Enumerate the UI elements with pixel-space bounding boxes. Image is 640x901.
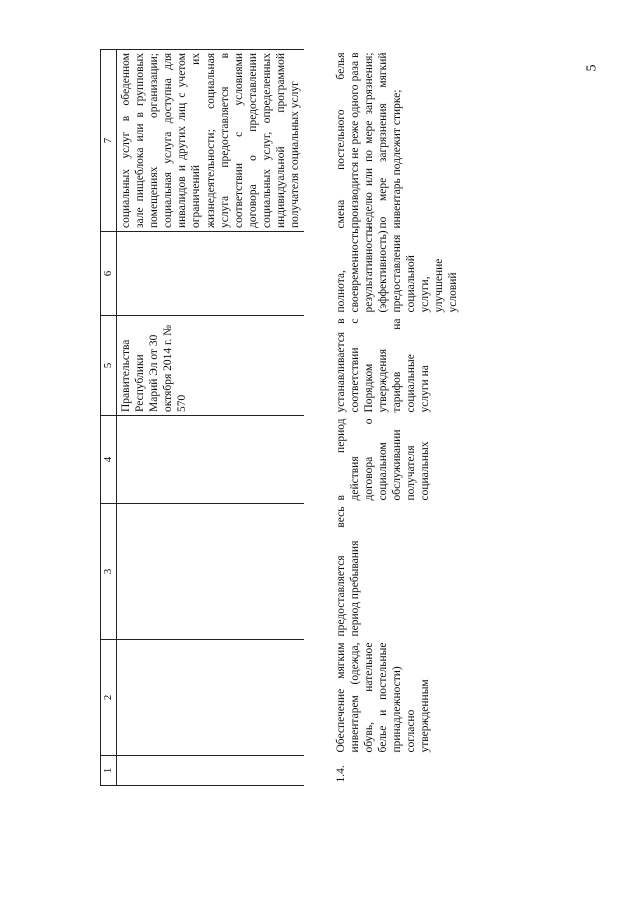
table-row-1-4: [332, 50, 462, 786]
cont-conditions-cell: социальных услуг в обеденном зале пищеблока или в групповых помещениях организации; социальная услуга доступна для инвалидов и других лиц с учетом ограничений их жизнедеятельности; социальная услуга предоставляется в соответствии с условиями договора о предоставлении социальных услуг, определенных индивидуальной программой получателя социальных услуг: [117, 50, 304, 232]
conditions-cell: смена постельного белья производится не реже одного раза в неделю или по мере загрязнения; по мере загрязнения мягкий инвентарь подлежит стирке;: [334, 52, 403, 229]
col-header-6: 6: [101, 232, 117, 316]
service-name-cell: Обеспечение мягким инвентарем (одежда, обувь, нательное белье и постельные принадлежности) согласно утвержденным: [334, 642, 431, 753]
tariff-cell: устанавливается в соответствии с Порядком утверждения тарифов на социальные услуги на: [334, 318, 431, 413]
col-header-4: 4: [101, 416, 117, 504]
continuation-row: [117, 50, 304, 786]
page-number: 5: [584, 64, 600, 72]
cont-regulation-cell: Правительства Республики Марий Эл от 30 октября 2014 г. № 570: [117, 316, 304, 416]
row-number: 1.4.: [334, 765, 347, 783]
header-row: [101, 50, 117, 786]
provision-period-cell: предоставляется весь период пребывания: [334, 506, 361, 637]
contract-term-cell: в период действия договора о социальном обслуживании получателя социальных: [334, 418, 431, 501]
col-header-3: 3: [101, 504, 117, 640]
quality-indicators-cell: полнота, своевременность, результативность (эффективность) предоставления социальной услуги, улучшение условий: [334, 225, 459, 313]
col-header-7: 7: [101, 50, 117, 232]
col-header-2: 2: [101, 640, 117, 756]
services-table: [100, 49, 462, 786]
col-header-5: 5: [101, 316, 117, 416]
rotated-table-area: [100, 50, 460, 786]
col-header-1: 1: [101, 756, 117, 786]
